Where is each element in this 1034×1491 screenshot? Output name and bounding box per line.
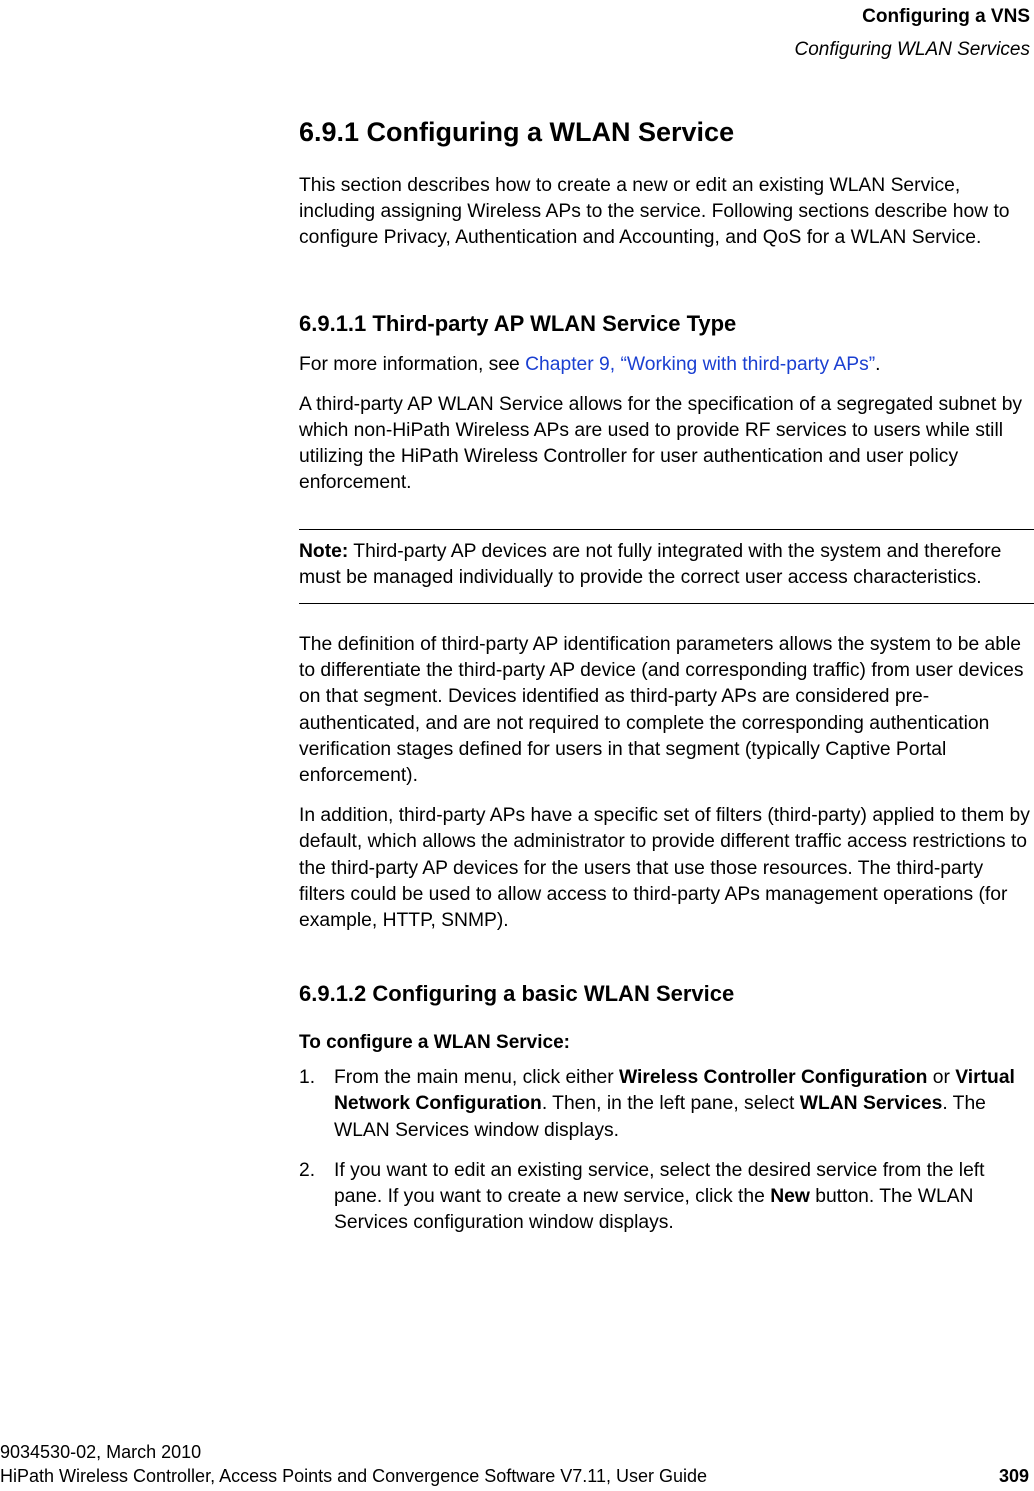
section-title: 6.9.1 Configuring a WLAN Service <box>299 117 735 147</box>
step-text: button. The WLAN Services configuration window displays. <box>334 1186 974 1234</box>
procedure-step-2 <box>299 1158 1034 1237</box>
page-footer <box>0 1440 1034 1488</box>
step-text: or <box>927 1067 956 1089</box>
step-number: 2. <box>299 1159 316 1181</box>
more-info-suffix: . <box>875 353 881 375</box>
third-party-title: 6.9.1.1 Third-party AP WLAN Service Type <box>299 310 737 336</box>
note-paragraph <box>299 539 1034 591</box>
third-party-paragraph-1: A third-party AP WLAN Service allows for the specification of a segregated subnet by which non-HiPath Wireless APs are used to provide RF services to users while still utilizing the HiPath Wireless Controller for user authentication and user policy enforcement. <box>299 393 1023 494</box>
more-info-prefix: For more information, see <box>299 353 526 375</box>
section-intro: This section describes how to create a new or edit an existing WLAN Service, including assigning Wireless APs to the service. Following sections describe how to configure Privacy, Authentication and Accounting, and QoS for a WLAN Service. <box>299 175 1010 249</box>
running-head <box>795 0 1030 66</box>
step-bold-text: Virtual Network Configuration <box>334 1067 1015 1115</box>
step-number: 1. <box>299 1067 316 1089</box>
page-content <box>299 110 1034 1236</box>
step-text: From the main menu, click either <box>334 1067 620 1089</box>
page-number: 309 <box>998 1466 1029 1486</box>
step-text: . Then, in the left pane, select <box>541 1093 800 1115</box>
running-head-section: Configuring WLAN Services <box>794 39 1030 60</box>
note-label: Note: <box>299 540 349 562</box>
third-party-paragraph-3: In addition, third-party APs have a specific set of filters (third-party) applied to them by default, which allows the administrator to provide different traffic access restrictions to the third-party AP devices for the users that use those resources. The third-party filters could be used to allow access to third-party APs management operations (for example, HTTP, SNMP). <box>299 805 1030 932</box>
step-bold-text: WLAN Services <box>799 1093 943 1115</box>
running-head-chapter: Configuring a VNS <box>862 6 1030 27</box>
step-text: . The WLAN Services window displays. <box>334 1093 986 1141</box>
step-bold-text: Wireless Controller Configuration <box>619 1067 928 1089</box>
step-text: If you want to edit an existing service, select the desired service from the left pane. If you want to create a new service, click the <box>334 1159 985 1208</box>
footer-doc-title: HiPath Wireless Controller, Access Points and Convergence Software V7.11, User Guide <box>0 1466 708 1486</box>
procedure-steps <box>299 1065 1034 1236</box>
note-box <box>299 529 1034 604</box>
step-bold-text: New <box>770 1186 810 1208</box>
more-info-paragraph <box>299 352 1034 378</box>
procedure-step-1 <box>299 1065 1034 1144</box>
note-text: Third-party AP devices are not fully integrated with the system and therefore must be managed individually to provide the correct user access characteristics. <box>299 540 1002 588</box>
procedure-title: To configure a WLAN Service: <box>299 1032 570 1054</box>
third-party-paragraph-2: The definition of third-party AP identification parameters allows the system to be able to differentiate the third-party AP device (and corresponding traffic) from user devices on that segment. Devices identified as third-party APs are considered pre-authenticated, and are not required to complete the corresponding authentication verification stages defined for users in that segment (typically Captive Portal enforcement). <box>299 634 1024 787</box>
footer-doc-number: 9034530-02, March 2010 <box>0 1442 202 1462</box>
basic-title: 6.9.1.2 Configuring a basic WLAN Service <box>299 981 735 1007</box>
chapter-9-link[interactable]: Chapter 9, “Working with third-party APs” <box>525 353 876 375</box>
